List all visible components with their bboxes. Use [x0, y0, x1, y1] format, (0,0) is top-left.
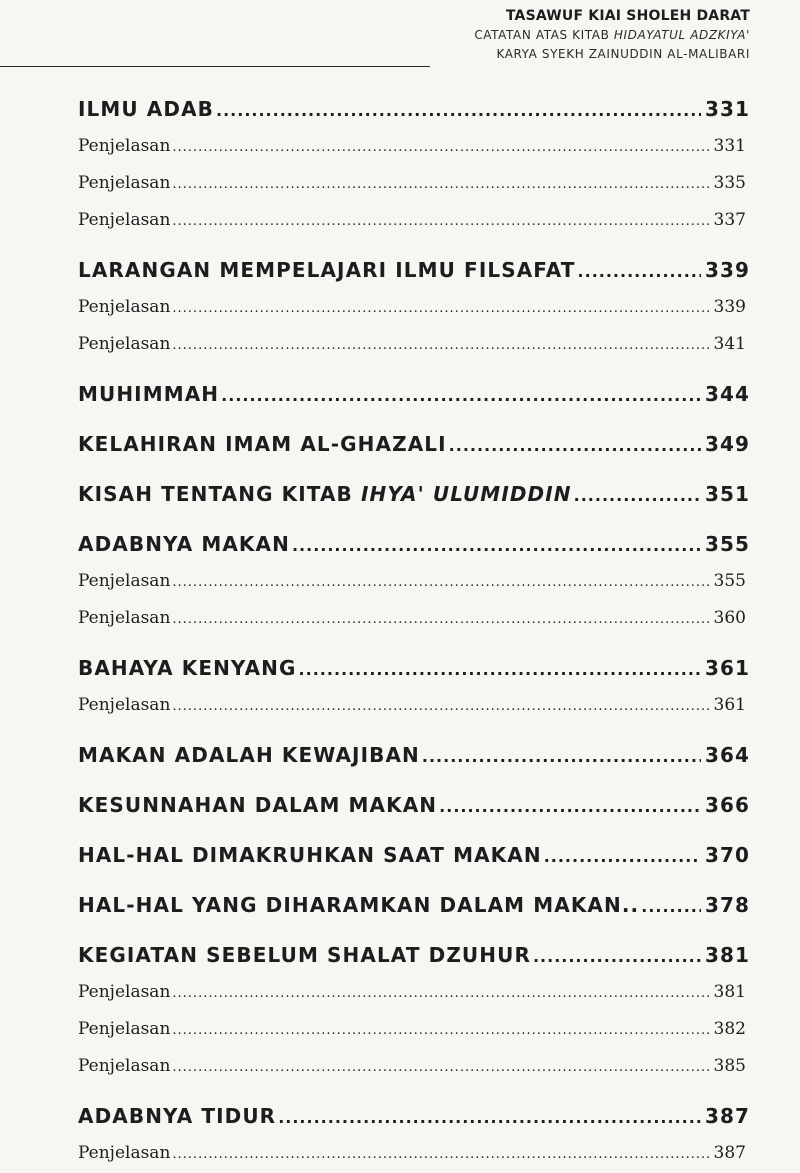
chapter-title [78, 425, 447, 463]
sub-entry-title: Penjelasan [78, 173, 171, 193]
chapter-page-number: 364 [704, 743, 750, 767]
chapter-title [78, 90, 214, 128]
toc-sub-entry [78, 165, 750, 202]
chapter-title [78, 475, 572, 513]
book-subtitle-line-1 [474, 26, 750, 45]
toc-chapter-entry [78, 936, 750, 974]
sub-entry-title: Penjelasan [78, 1143, 171, 1163]
sub-entry-page-number: 335 [713, 173, 746, 193]
chapter-page-number: 387 [704, 1104, 750, 1128]
sub-entry-page-number: 341 [713, 334, 746, 354]
chapter-title [78, 836, 542, 874]
dot-leader [172, 1049, 709, 1086]
running-header [474, 6, 750, 64]
chapter-page-number: 381 [704, 943, 750, 967]
chapter-page-number: 378 [704, 893, 750, 917]
dot-leader [172, 601, 709, 638]
chapter-title-text: KEGIATAN SEBELUM SHALAT DZUHUR [78, 943, 531, 967]
sub-entry-page-number: 381 [713, 982, 746, 1002]
toc-sub-entry [78, 687, 750, 724]
dot-leader [574, 477, 701, 515]
dot-leader [221, 377, 701, 415]
sub-entry-title: Penjelasan [78, 1019, 171, 1039]
chapter-title-text: BAHAYA KENYANG [78, 656, 297, 680]
sub-entry-title: Penjelasan [78, 136, 171, 156]
toc-chapter-entry [78, 736, 750, 774]
toc-sub-entry [78, 326, 750, 363]
sub-entry-page-number: 385 [713, 1056, 746, 1076]
chapter-title [78, 649, 297, 687]
dot-leader [578, 253, 701, 291]
subtitle-kitab-name: HIDAYATUL ADZKIYA' [613, 28, 750, 42]
toc-chapter-entry [78, 836, 750, 874]
chapter-title-text: KELAHIRAN IMAM AL-GHAZALI [78, 432, 447, 456]
toc-sub-entry [78, 289, 750, 326]
sub-entry-page-number: 339 [713, 297, 746, 317]
toc-sub-entry [78, 974, 750, 1011]
dot-leader [544, 838, 701, 876]
sub-entry-title: Penjelasan [78, 210, 171, 230]
chapter-title-text: HAL-HAL DIMAKRUHKAN SAAT MAKAN [78, 843, 542, 867]
toc-sub-entry [78, 1011, 750, 1048]
dot-leader [299, 651, 701, 689]
chapter-title [78, 251, 576, 289]
chapter-title-text: KISAH TENTANG KITAB [78, 482, 361, 506]
toc-chapter-entry [78, 886, 750, 924]
chapter-title [78, 1097, 276, 1135]
chapter-page-number: 366 [704, 793, 750, 817]
sub-entry-title: Penjelasan [78, 982, 171, 1002]
chapter-page-number: 344 [704, 382, 750, 406]
dot-leader [422, 738, 701, 776]
dot-leader [172, 1012, 709, 1049]
sub-entry-title: Penjelasan [78, 695, 171, 715]
toc-sub-entry [78, 1048, 750, 1085]
dot-leader [641, 888, 701, 926]
book-subtitle-line-2: KARYA SYEKH ZAINUDDIN AL-MALIBARI [496, 47, 750, 61]
dot-leader [278, 1099, 701, 1137]
chapter-title [78, 786, 437, 824]
sub-entry-page-number: 331 [713, 136, 746, 156]
chapter-title [78, 936, 531, 974]
toc-chapter-entry [78, 786, 750, 824]
dot-leader [172, 327, 709, 364]
chapter-page-number: 349 [704, 432, 750, 456]
dot-leader [172, 166, 709, 203]
dot-leader [172, 975, 709, 1012]
chapter-title-text: ADABNYA TIDUR [78, 1104, 277, 1128]
chapter-page-number: 355 [704, 532, 750, 556]
dot-leader [292, 527, 701, 565]
dot-leader [533, 938, 701, 976]
chapter-title-text: KESUNNAHAN DALAM MAKAN [78, 793, 438, 817]
sub-entry-title: Penjelasan [78, 334, 171, 354]
chapter-title [78, 375, 219, 413]
chapter-title-text: MAKAN ADALAH KEWAJIBAN [78, 743, 420, 767]
chapter-page-number: 370 [704, 843, 750, 867]
toc-chapter-entry [78, 525, 750, 563]
toc-sub-entry [78, 1135, 750, 1172]
chapter-title-text: HAL-HAL YANG DIHARAMKAN DALAM MAKAN.. [78, 893, 640, 917]
dot-leader [172, 688, 709, 725]
chapter-title [78, 525, 290, 563]
table-of-contents [78, 90, 750, 1172]
chapter-title-text: ILMU ADAB [78, 97, 214, 121]
sub-entry-page-number: 382 [713, 1019, 746, 1039]
toc-chapter-entry [78, 649, 750, 687]
toc-chapter-entry [78, 251, 750, 289]
header-rule [0, 66, 430, 67]
dot-leader [439, 788, 701, 826]
sub-entry-page-number: 361 [713, 695, 746, 715]
dot-leader [449, 427, 701, 465]
chapter-title-italic: IHYA' ULUMIDDIN [360, 482, 572, 506]
dot-leader [172, 1136, 709, 1173]
sub-entry-page-number: 387 [713, 1143, 746, 1163]
sub-entry-title: Penjelasan [78, 571, 171, 591]
toc-chapter-entry [78, 90, 750, 128]
dot-leader [172, 290, 709, 327]
dot-leader [216, 92, 701, 130]
toc-sub-entry [78, 600, 750, 637]
chapter-title [78, 736, 420, 774]
sub-entry-title: Penjelasan [78, 608, 171, 628]
chapter-page-number: 351 [704, 482, 750, 506]
dot-leader [172, 564, 709, 601]
toc-chapter-entry [78, 1097, 750, 1135]
toc-sub-entry [78, 128, 750, 165]
chapter-title-text: ADABNYA MAKAN [78, 532, 290, 556]
toc-chapter-entry [78, 475, 750, 513]
toc-sub-entry [78, 563, 750, 600]
dot-leader [172, 203, 709, 240]
chapter-page-number: 361 [704, 656, 750, 680]
toc-chapter-entry [78, 425, 750, 463]
book-title: TASAWUF KIAI SHOLEH DARAT [505, 8, 750, 24]
sub-entry-page-number: 360 [713, 608, 746, 628]
subtitle-prefix: CATATAN ATAS KITAB [474, 28, 614, 42]
toc-chapter-entry [78, 375, 750, 413]
sub-entry-page-number: 337 [713, 210, 746, 230]
toc-sub-entry [78, 202, 750, 239]
sub-entry-page-number: 355 [713, 571, 746, 591]
chapter-page-number: 339 [704, 258, 750, 282]
sub-entry-title: Penjelasan [78, 297, 171, 317]
chapter-title-text: MUHIMMAH [78, 382, 220, 406]
dot-leader [172, 129, 709, 166]
chapter-title-text: LARANGAN MEMPELAJARI ILMU FILSAFAT [78, 258, 576, 282]
chapter-page-number: 331 [704, 97, 750, 121]
chapter-title [78, 886, 639, 924]
sub-entry-title: Penjelasan [78, 1056, 171, 1076]
